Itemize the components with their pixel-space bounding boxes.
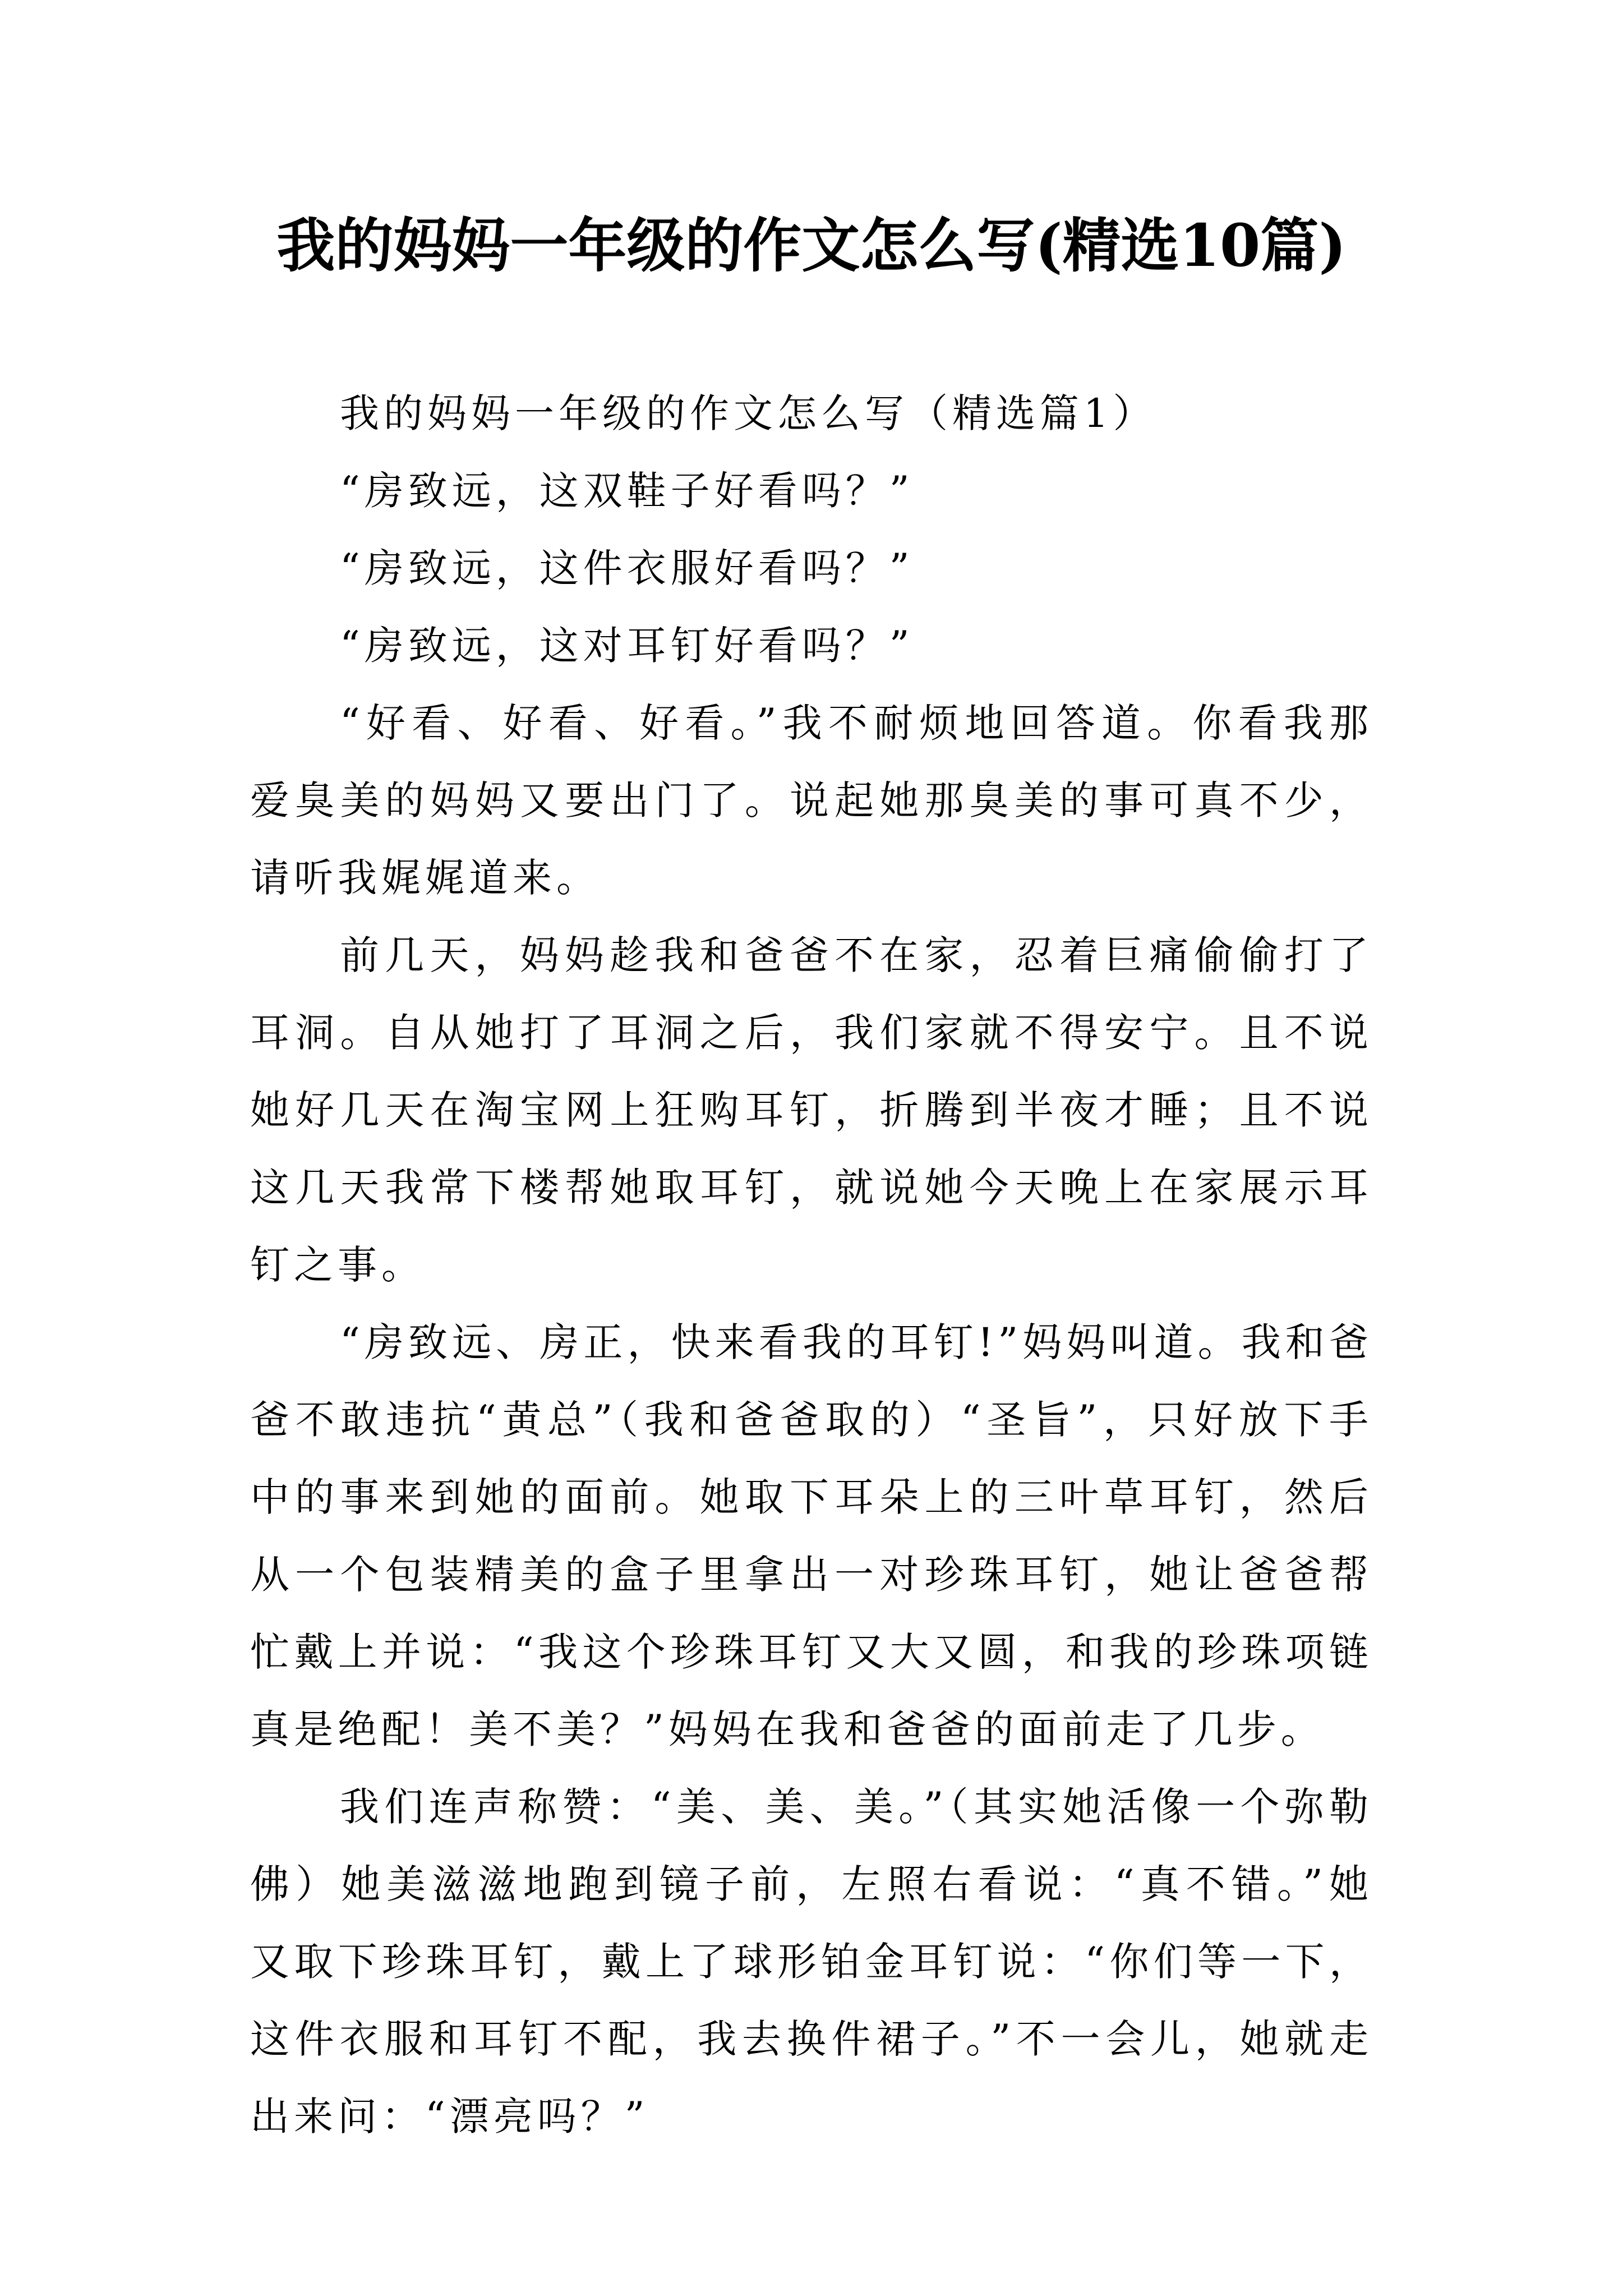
section-heading: 我的妈妈一年级的作文怎么写（精选篇1） xyxy=(340,390,1157,436)
paragraph: “好看、好看、好看。”我不耐烦地回答道。你看我那爱臭美的妈妈又要出门了。说起她那臭美的事可真不少，请听我娓娓道来。 xyxy=(250,700,1373,901)
document-body xyxy=(250,375,1373,2155)
paragraph: “房致远，这对耳钉好看吗？” xyxy=(340,623,914,669)
paragraph: “房致远，这双鞋子好看吗？” xyxy=(340,468,914,514)
paragraph: “房致远、房正，快来看我的耳钉!”妈妈叫道。我和爸爸不敢违抗“黄总”（我和爸爸取的）“圣旨”，只好放下手中的事来到她的面前。她取下耳朵上的三叶草耳钉，然后从一个包装精美的盒子里拿出一对珍珠耳钉，她让爸爸帮忙戴上并说：“我这个珍珠耳钉又大又圆，和我的珍珠项链真是绝配！美不美？”妈妈在我和爸爸的面前走了几步。 xyxy=(250,1319,1373,1752)
document-title: 我的妈妈一年级的作文怎么写(精选10篇) xyxy=(276,211,1347,280)
paragraph: 前几天，妈妈趁我和爸爸不在家，忍着巨痛偷偷打了耳洞。自从她打了耳洞之后，我们家就不得安宁。且不说她好几天在淘宝网上狂购耳钉，折腾到半夜才睡；且不说这几天我常下楼帮她取耳钉，就说她今天晚上在家展示耳钉之事。 xyxy=(250,932,1373,1288)
paragraph: 我们连声称赞：“美、美、美。”（其实她活像一个弥勒佛）她美滋滋地跑到镜子前，左照右看说：“真不错。”她又取下珍珠耳钉，戴上了球形铂金耳钉说：“你们等一下，这件衣服和耳钉不配，我去换件裙子。”不一会儿，她就走出来问：“漂亮吗？” xyxy=(250,1784,1373,2139)
paragraph: “房致远，这件衣服好看吗？” xyxy=(340,545,914,591)
